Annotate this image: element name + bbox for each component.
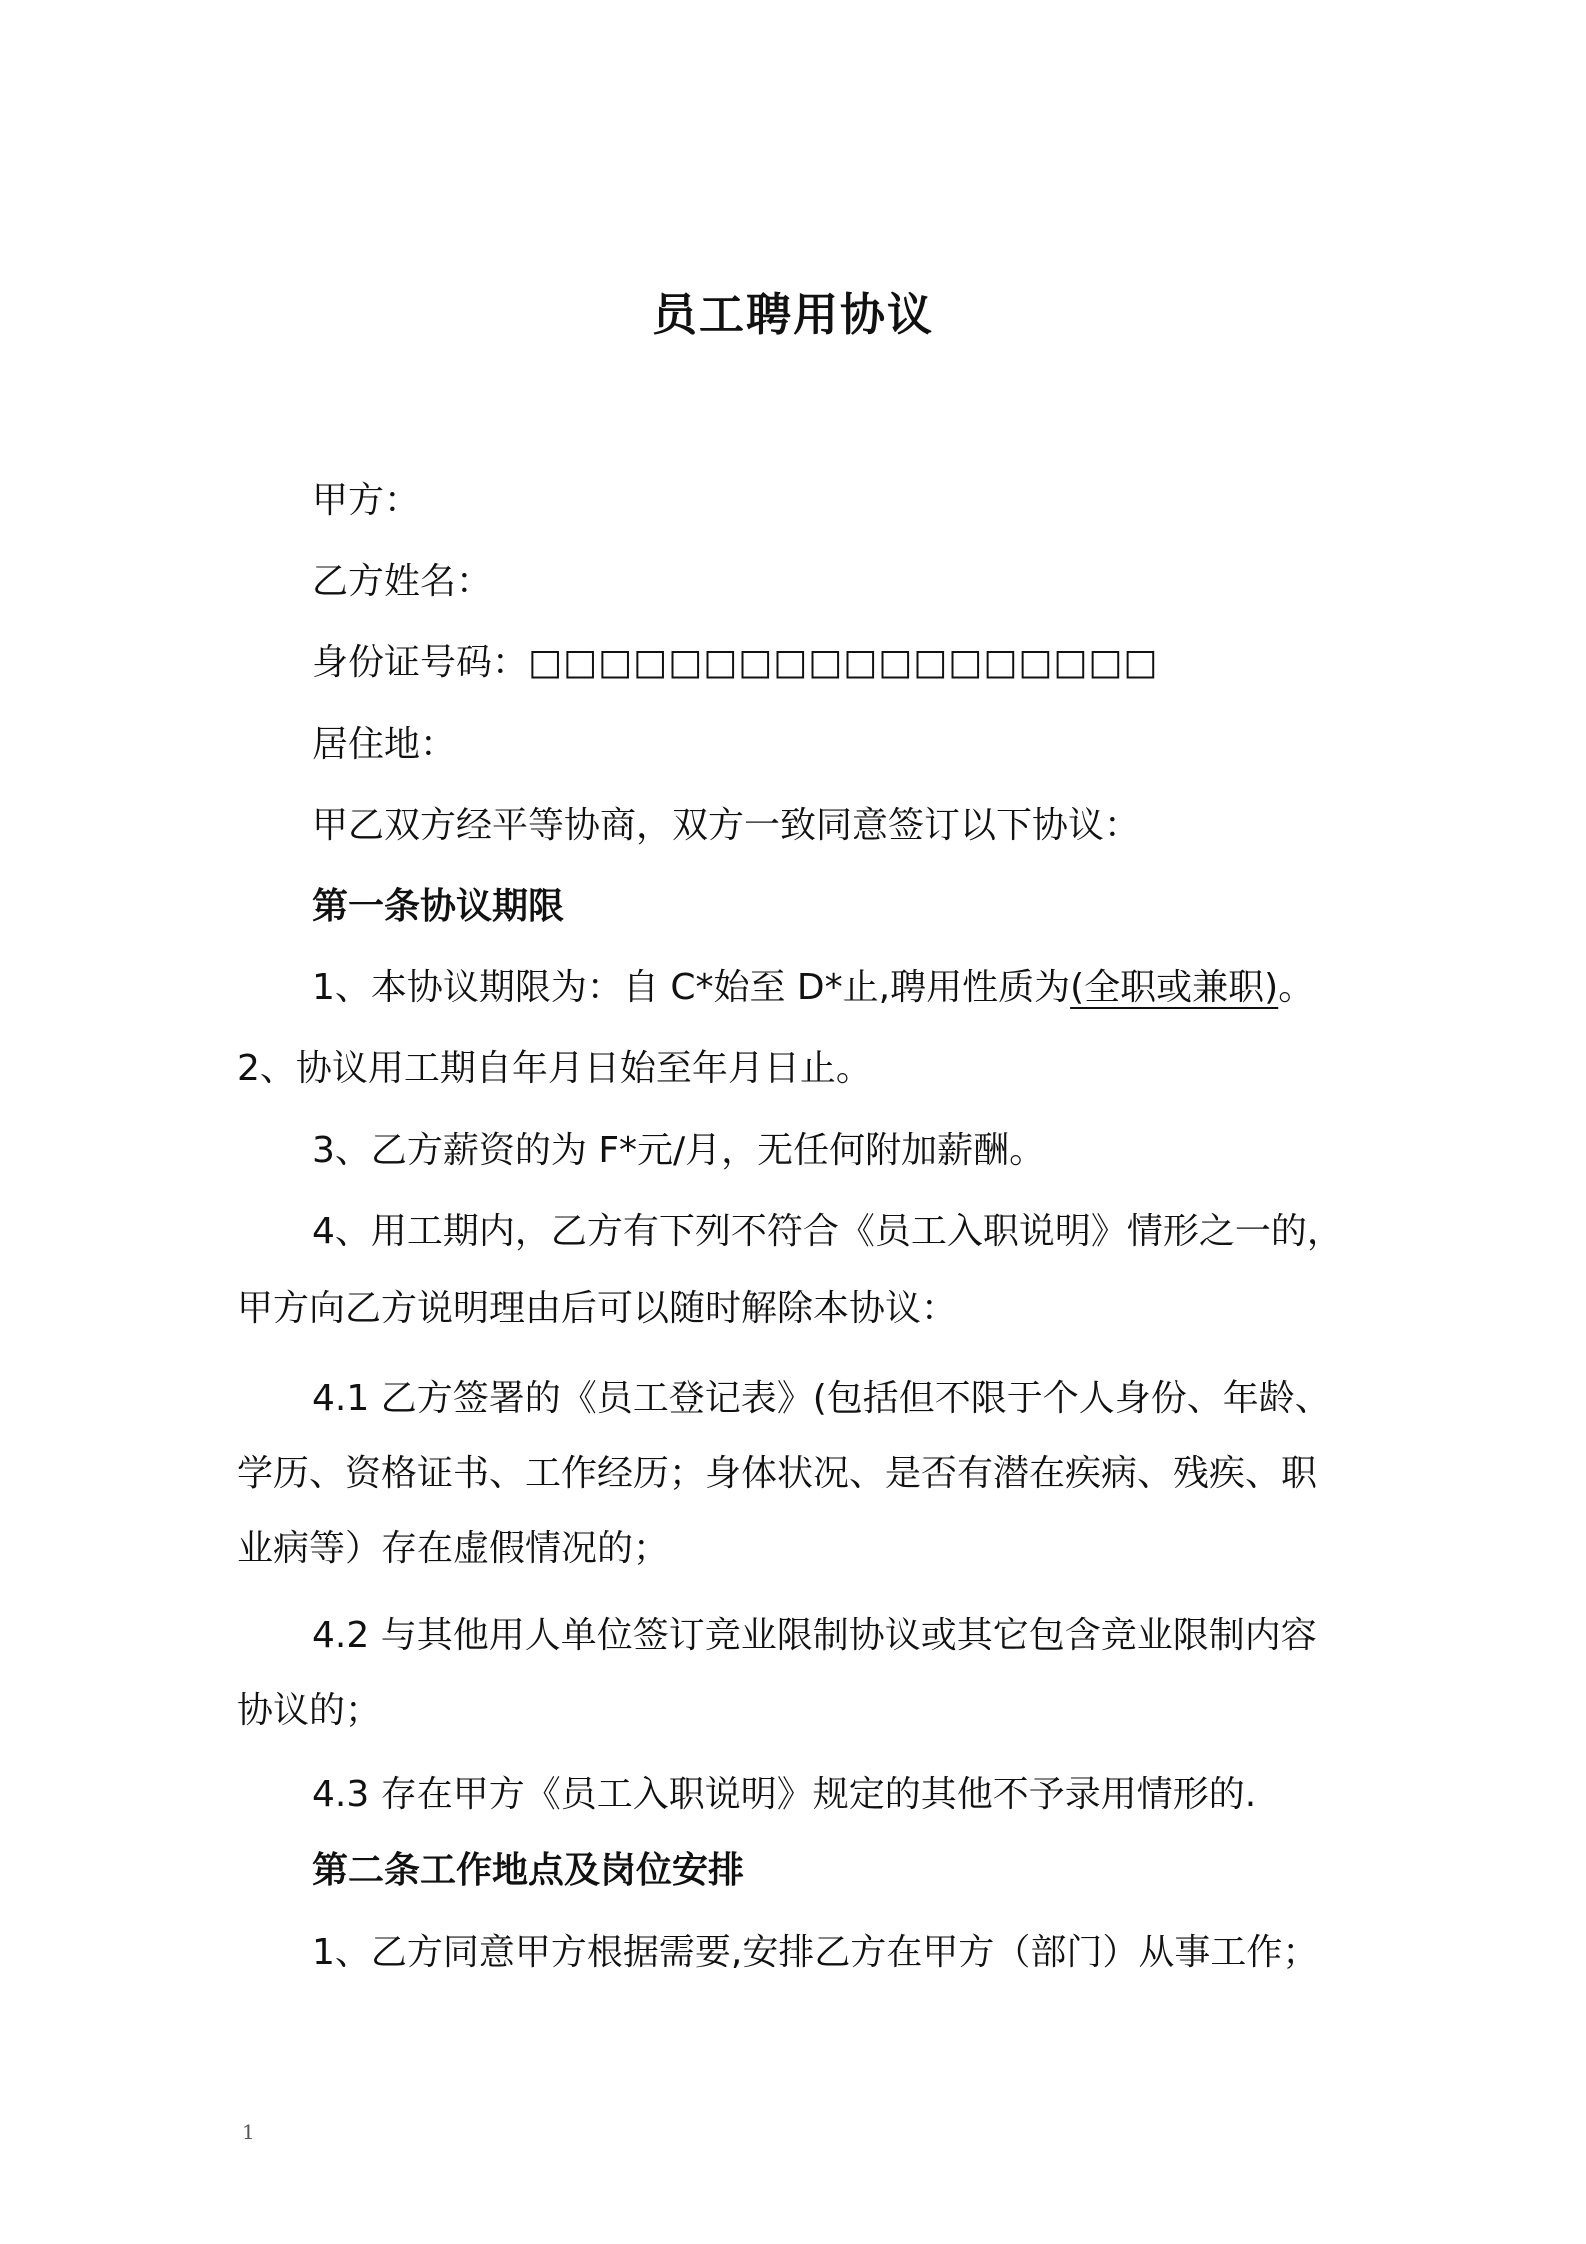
article1-item4-2-line2: 协议的； — [237, 1690, 382, 1731]
article1-item3: 3、乙方薪资的为 F*元/月，无任何附加薪酬。 — [312, 1130, 1046, 1171]
id-number-boxes: □□□□□□□□□□□□□□□□□□ — [528, 642, 1159, 683]
article1-item2: 2、协议用工期自年月日始至年月日止。 — [237, 1048, 872, 1089]
article1-item1-prefix: 1、本协议期限为：自 C*始至 D*止,聘用性质为 — [312, 967, 1071, 1008]
article1-item4-1-line1: 4.1 乙方签署的《员工登记表》(包括但不限于个人身份、年龄、 — [312, 1378, 1331, 1419]
article1-item4-1-line2: 学历、资格证书、工作经历；身体状况、是否有潜在疾病、残疾、职 — [237, 1453, 1318, 1494]
party-b-name-label: 乙方姓名： — [312, 561, 493, 602]
page-number: 1 — [242, 2120, 255, 2144]
intro-text: 甲乙双方经平等协商，双方一致同意签订以下协议： — [312, 805, 1141, 846]
id-number-label: 身份证号码： — [312, 642, 529, 683]
article1-item4-2-line1: 4.2 与其他用人单位签订竞业限制协议或其它包含竞业限制内容 — [312, 1615, 1317, 1656]
article1-item1-suffix: 。 — [1278, 967, 1315, 1008]
article1-item1 — [312, 963, 1382, 1013]
article1-heading: 第一条协议期限 — [312, 886, 565, 927]
article2-item1: 1、乙方同意甲方根据需要,安排乙方在甲方（部门）从事工作； — [312, 1932, 1319, 1973]
document-title: 员工聘用协议 — [651, 288, 934, 341]
employment-type-underlined: (全职或兼职) — [1070, 967, 1279, 1008]
article1-item4-1-line3: 业病等）存在虚假情况的； — [237, 1528, 670, 1569]
article2-heading: 第二条工作地点及岗位安排 — [312, 1850, 745, 1891]
article1-item4-line1: 4、用工期内，乙方有下列不符合《员工入职说明》情形之一的， — [312, 1211, 1343, 1252]
article1-item4-3: 4.3 存在甲方《员工入职说明》规定的其他不予录用情形的. — [312, 1774, 1257, 1815]
id-number-line — [312, 638, 1382, 688]
article1-item4-line2: 甲方向乙方说明理由后可以随时解除本协议： — [237, 1288, 958, 1329]
residence-label: 居住地： — [312, 724, 457, 765]
party-a-label: 甲方： — [312, 480, 421, 521]
